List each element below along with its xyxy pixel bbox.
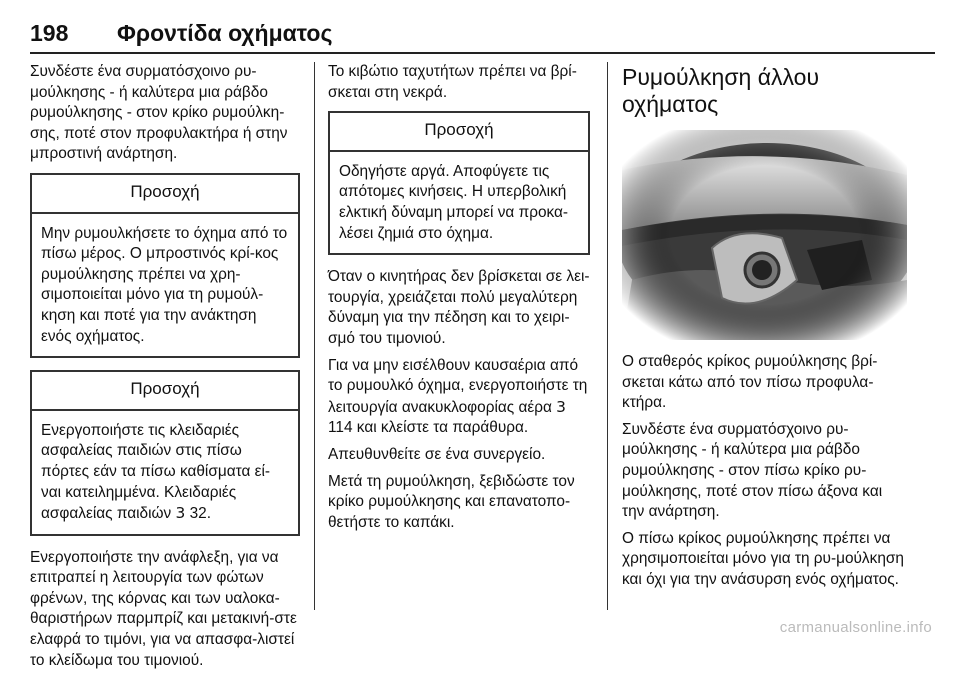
warning-text: Οδηγήστε αργά. Αποφύγετε τις απότομες κινήσεις. Η υπερβολική ελκτική δύναμη μπορεί να προκα‐λέσει ζημιά στο όχημα. bbox=[339, 162, 569, 242]
section-title bbox=[622, 64, 907, 118]
warning-title: Προσοχή bbox=[330, 113, 588, 152]
page-number: 198 bbox=[30, 20, 69, 46]
column-divider bbox=[607, 62, 608, 610]
page-ref-number: 32. bbox=[185, 505, 212, 523]
engine-off-paragraph: Όταν ο κινητήρας δεν βρίσκεται σε λει‐τουργία, χρειάζεται πολύ μεγαλύτερη δύναμη για την πέδηση και το χειρι‐σμό του τιμονιού. bbox=[328, 268, 590, 347]
column-3 bbox=[622, 62, 907, 597]
exhaust-text: Για να μην εισέλθουν καυσαέρια από το ρυμουλκό όχημα, ενεργοποιήστε τη λειτουργία ανακυκλοφορίας αέρα bbox=[328, 356, 588, 416]
exhaust-paragraph bbox=[328, 356, 590, 439]
section-title-line-2: οχήματος bbox=[622, 91, 719, 117]
workshop-paragraph: Απευθυνθείτε σε ένα συνεργείο. bbox=[328, 445, 546, 463]
photo-caption: Ο σταθερός κρίκος ρυμούλκησης βρί‐σκεται κάτω από τον πίσω προφυλα‐κτήρα. bbox=[622, 353, 878, 412]
column-2 bbox=[328, 62, 590, 539]
warning-text-main: Ενεργοποιήστε τις κλειδαριές ασφαλείας παιδιών στις πίσω πόρτες εάν τα πίσω καθίσματα εί‐ναι κατειλημμένα. Κλειδαριές ασφαλείας παιδιών bbox=[41, 421, 271, 523]
tow-eye-photo bbox=[622, 130, 907, 340]
warning-text bbox=[41, 421, 290, 525]
page-ref-arrow-icon: 3 bbox=[175, 504, 186, 523]
intro-paragraph: Συνδέστε ένα συρματόσχοινο ρυ‐μούλκησης ‐ ή καλύτερα μια ράβδο ρυμούλκησης ‐ στον κρίκο ρυμούλκη‐σης, ποτέ στον προφυλακτήρα ή στην μπροστινή ανάρτηση. bbox=[30, 63, 288, 163]
rear-eye-paragraph: Ο πίσω κρίκος ρυμούλκησης πρέπει να χρησιμοποιείται μόνο για τη ρυ‐μούλκηση και όχι για την ανάσυρση ενός οχήματος. bbox=[622, 529, 904, 588]
watermark: carmanualsonline.info bbox=[779, 619, 932, 636]
exhaust-text-end: 114 και κλείστε τα παράθυρα. bbox=[328, 419, 529, 437]
ignition-paragraph: Ενεργοποιήστε την ανάφλεξη, για να επιτραπεί η λειτουργία των φώτων φρένων, της κόρνας και των υαλοκα‐θαριστήρων παρμπρίζ και μετακινή‐στε ελαφρά το τιμόνι, για να απασφα‐λιστεί το κλείδωμα του τιμονιού. bbox=[30, 548, 297, 669]
connect-paragraph: Συνδέστε ένα συρματόσχοινο ρυ‐μούλκησης ‐ ή καλύτερα μια ράβδο ρυμούλκησης ‐ στον πίσω κρίκο ρυ‐μούλκησης, ποτέ στον πίσω άξονα και την ανάρτηση. bbox=[622, 420, 883, 521]
column-1 bbox=[30, 62, 300, 677]
gearbox-paragraph: Το κιβώτιο ταχυτήτων πρέπει να βρί‐σκεται στη νεκρά. bbox=[328, 63, 577, 101]
chapter-title: Φροντίδα οχήματος bbox=[117, 20, 333, 46]
warning-box-drive-slowly bbox=[328, 111, 590, 255]
warning-box-rear-towing bbox=[30, 173, 300, 358]
after-towing-paragraph: Μετά τη ρυμούλκηση, ξεβιδώστε τον κρίκο ρυμούλκησης και επανατοπο‐θετήστε το καπάκι. bbox=[328, 472, 575, 531]
page-ref-arrow-icon: 3 bbox=[556, 397, 566, 416]
page-header bbox=[30, 18, 935, 54]
warning-text: Μην ρυμουλκήσετε το όχημα από το πίσω μέρος. Ο μπροστινός κρί‐κος ρυμούλκησης πρέπει να χρη‐σιμοποιείται μόνο για τη ρυμούλ‐κηση και ποτέ για την ανάκτηση ενός οχήματος. bbox=[41, 224, 288, 345]
warning-box-child-locks bbox=[30, 370, 300, 536]
section-title-line-1: Ρυμούλκηση άλλου bbox=[622, 64, 820, 90]
column-divider bbox=[314, 62, 315, 610]
warning-title: Προσοχή bbox=[32, 175, 298, 214]
warning-title: Προσοχή bbox=[32, 372, 298, 411]
